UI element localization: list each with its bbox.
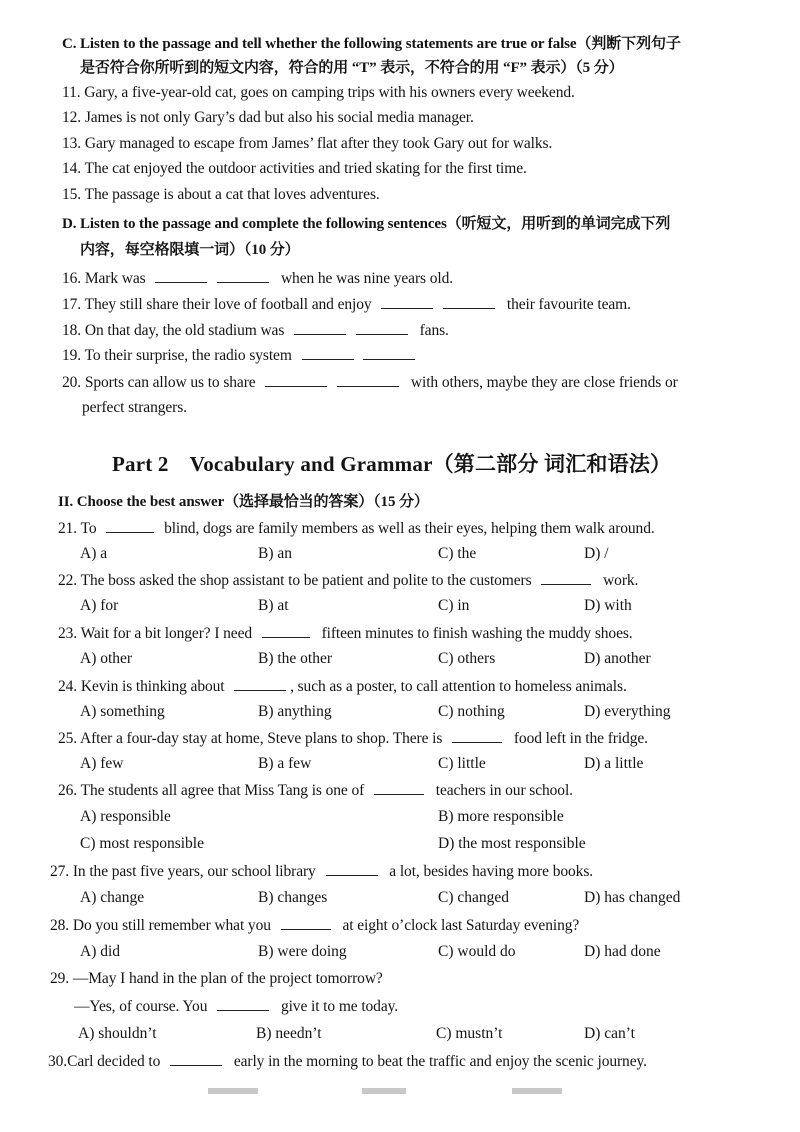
question-25-text: 25. After a four-day stay at home, Steve plans to shop. There is bbox=[58, 730, 443, 747]
option-c[interactable]: C) in bbox=[438, 597, 470, 614]
question-23-text: 23. Wait for a bit longer? I need bbox=[58, 625, 253, 642]
question-19-text: 19. To their surprise, the radio system bbox=[62, 347, 292, 364]
question-28-text: 28. Do you still remember what you bbox=[50, 917, 271, 934]
question-26-text: 26. The students all agree that Miss Tang is one of bbox=[58, 782, 365, 799]
footer-smudge bbox=[512, 1088, 562, 1094]
option-c[interactable]: C) others bbox=[438, 650, 496, 667]
question-21-text-end: blind, dogs are family members as well as their eyes, helping them walk around. bbox=[164, 520, 655, 537]
question-21-text: 21. To bbox=[58, 520, 97, 537]
question-27-text: 27. In the past five years, our school library bbox=[50, 863, 316, 880]
question-28-text-end: at eight o’clock last Saturday evening? bbox=[342, 917, 580, 934]
question-27 bbox=[50, 861, 593, 882]
question-28 bbox=[50, 915, 579, 936]
section-d-title-cont: 内容，每空格限填一词）（10 分） bbox=[80, 242, 300, 258]
question-24-text: 24. Kevin is thinking about bbox=[58, 678, 225, 695]
option-b[interactable]: B) the other bbox=[258, 650, 333, 667]
answer-blank[interactable] bbox=[326, 861, 378, 876]
question-22-text-end: work. bbox=[603, 572, 639, 589]
option-a[interactable]: A) shouldn’t bbox=[78, 1025, 157, 1042]
option-d[interactable]: D) the most responsible bbox=[438, 835, 586, 852]
section-c-title: C. Listen to the passage and tell whether the following statements are true or false（判断下列句子 bbox=[62, 36, 681, 52]
answer-blank[interactable] bbox=[217, 996, 269, 1011]
question-29-text: —Yes, of course. You bbox=[74, 998, 208, 1015]
answer-blank[interactable] bbox=[363, 345, 415, 360]
question-16-text-end: when he was nine years old. bbox=[280, 270, 454, 287]
question-30-text-end: early in the morning to beat the traffic and enjoy the scenic journey. bbox=[233, 1053, 647, 1070]
section-ii-title: II. Choose the best answer（选择最恰当的答案）（15 分） bbox=[58, 494, 429, 510]
option-a[interactable]: A) something bbox=[80, 703, 165, 720]
answer-blank[interactable] bbox=[294, 320, 346, 335]
option-d[interactable]: D) / bbox=[584, 545, 609, 562]
answer-blank[interactable] bbox=[374, 780, 424, 795]
option-c[interactable]: C) changed bbox=[438, 889, 510, 906]
option-d[interactable]: D) has changed bbox=[584, 889, 681, 906]
question-29: 29. —May I hand in the plan of the project tomorrow? bbox=[50, 970, 383, 987]
question-23-text-end: fifteen minutes to finish washing the muddy shoes. bbox=[321, 625, 633, 642]
question-20-cont: perfect strangers. bbox=[82, 399, 187, 416]
option-a[interactable]: A) other bbox=[80, 650, 133, 667]
question-13: 13. Gary managed to escape from James’ flat after they took Gary out for walks. bbox=[62, 135, 553, 152]
footer-smudge bbox=[208, 1088, 258, 1094]
question-18-text: 18. On that day, the old stadium was bbox=[62, 322, 285, 339]
option-a[interactable]: A) did bbox=[80, 943, 121, 960]
question-25 bbox=[58, 728, 648, 749]
question-17-text: 17. They still share their love of football and enjoy bbox=[62, 296, 372, 313]
section-c-title-cont: 是否符合你所听到的短文内容，符合的用 “T” 表示，不符合的用 “F” 表示）（5 分） bbox=[80, 60, 624, 76]
option-c[interactable]: C) nothing bbox=[438, 703, 505, 720]
question-26 bbox=[58, 780, 573, 801]
option-d[interactable]: D) with bbox=[584, 597, 632, 614]
question-18-text-end: fans. bbox=[419, 322, 449, 339]
question-20-text-end: with others, maybe they are close friends or bbox=[410, 374, 678, 391]
option-b[interactable]: B) at bbox=[258, 597, 289, 614]
answer-blank[interactable] bbox=[262, 623, 310, 638]
option-b[interactable]: B) a few bbox=[258, 755, 312, 772]
question-18 bbox=[62, 320, 449, 341]
question-12: 12. James is not only Gary’s dad but also his social media manager. bbox=[62, 109, 474, 126]
answer-blank[interactable] bbox=[281, 915, 331, 930]
question-22-text: 22. The boss asked the shop assistant to be patient and polite to the customers bbox=[58, 572, 532, 589]
question-25-text-end: food left in the fridge. bbox=[513, 730, 648, 747]
question-20-text: 20. Sports can allow us to share bbox=[62, 374, 256, 391]
option-d[interactable]: D) a little bbox=[584, 755, 644, 772]
question-24 bbox=[58, 676, 627, 697]
question-15: 15. The passage is about a cat that loves adventures. bbox=[62, 186, 380, 203]
option-d[interactable]: D) everything bbox=[584, 703, 671, 720]
option-a[interactable]: A) responsible bbox=[80, 808, 171, 825]
option-c[interactable]: C) would do bbox=[438, 943, 516, 960]
question-17 bbox=[62, 294, 631, 315]
question-30 bbox=[48, 1051, 647, 1072]
option-a[interactable]: A) change bbox=[80, 889, 145, 906]
question-23 bbox=[58, 623, 633, 644]
answer-blank[interactable] bbox=[541, 570, 591, 585]
answer-blank[interactable] bbox=[265, 372, 327, 387]
part-2-heading: Part 2 Vocabulary and Grammar（第二部分 词汇和语法） bbox=[112, 452, 672, 476]
question-11: 11. Gary, a five-year-old cat, goes on camping trips with his owners every weekend. bbox=[62, 84, 575, 101]
answer-blank[interactable] bbox=[381, 294, 433, 309]
option-d[interactable]: D) another bbox=[584, 650, 651, 667]
footer-smudge bbox=[362, 1088, 406, 1094]
option-a[interactable]: A) for bbox=[80, 597, 119, 614]
option-b[interactable]: B) more responsible bbox=[438, 808, 564, 825]
answer-blank[interactable] bbox=[356, 320, 408, 335]
question-14: 14. The cat enjoyed the outdoor activities and tried skating for the first time. bbox=[62, 160, 527, 177]
answer-blank[interactable] bbox=[217, 268, 269, 283]
answer-blank[interactable] bbox=[302, 345, 354, 360]
option-a[interactable]: A) few bbox=[80, 755, 124, 772]
question-16-text: 16. Mark was bbox=[62, 270, 146, 287]
answer-blank[interactable] bbox=[443, 294, 495, 309]
answer-blank[interactable] bbox=[155, 268, 207, 283]
answer-blank[interactable] bbox=[337, 372, 399, 387]
question-17-text-end: their favourite team. bbox=[506, 296, 631, 313]
option-d[interactable]: D) had done bbox=[584, 943, 661, 960]
option-c[interactable]: C) most responsible bbox=[80, 835, 204, 852]
option-c[interactable]: C) little bbox=[438, 755, 486, 772]
question-24-text-end: , such as a poster, to call attention to homeless animals. bbox=[290, 678, 627, 695]
question-16 bbox=[62, 268, 453, 289]
question-30-text: 30.Carl decided to bbox=[48, 1053, 161, 1070]
question-21 bbox=[58, 518, 655, 539]
question-20 bbox=[62, 372, 678, 393]
question-29-reply bbox=[74, 996, 398, 1017]
option-c[interactable]: C) the bbox=[438, 545, 477, 562]
option-c[interactable]: C) mustn’t bbox=[436, 1025, 503, 1042]
option-b[interactable]: B) an bbox=[258, 545, 293, 562]
answer-blank[interactable] bbox=[170, 1051, 222, 1066]
option-a[interactable]: A) a bbox=[80, 545, 108, 562]
section-d-title: D. Listen to the passage and complete the following sentences（听短文，用听到的单词完成下列 bbox=[62, 216, 671, 232]
question-29-text-end: give it to me today. bbox=[280, 998, 399, 1015]
question-27-text-end: a lot, besides having more books. bbox=[389, 863, 594, 880]
question-26-text-end: teachers in our school. bbox=[435, 782, 573, 799]
answer-blank[interactable] bbox=[106, 518, 154, 533]
question-19 bbox=[62, 345, 415, 366]
answer-blank[interactable] bbox=[234, 676, 286, 691]
question-22 bbox=[58, 570, 638, 591]
option-b[interactable]: B) needn’t bbox=[256, 1025, 322, 1042]
option-d[interactable]: D) can’t bbox=[584, 1025, 635, 1042]
option-b[interactable]: B) were doing bbox=[258, 943, 347, 960]
option-b[interactable]: B) anything bbox=[258, 703, 332, 720]
answer-blank[interactable] bbox=[452, 728, 502, 743]
option-b[interactable]: B) changes bbox=[258, 889, 328, 906]
